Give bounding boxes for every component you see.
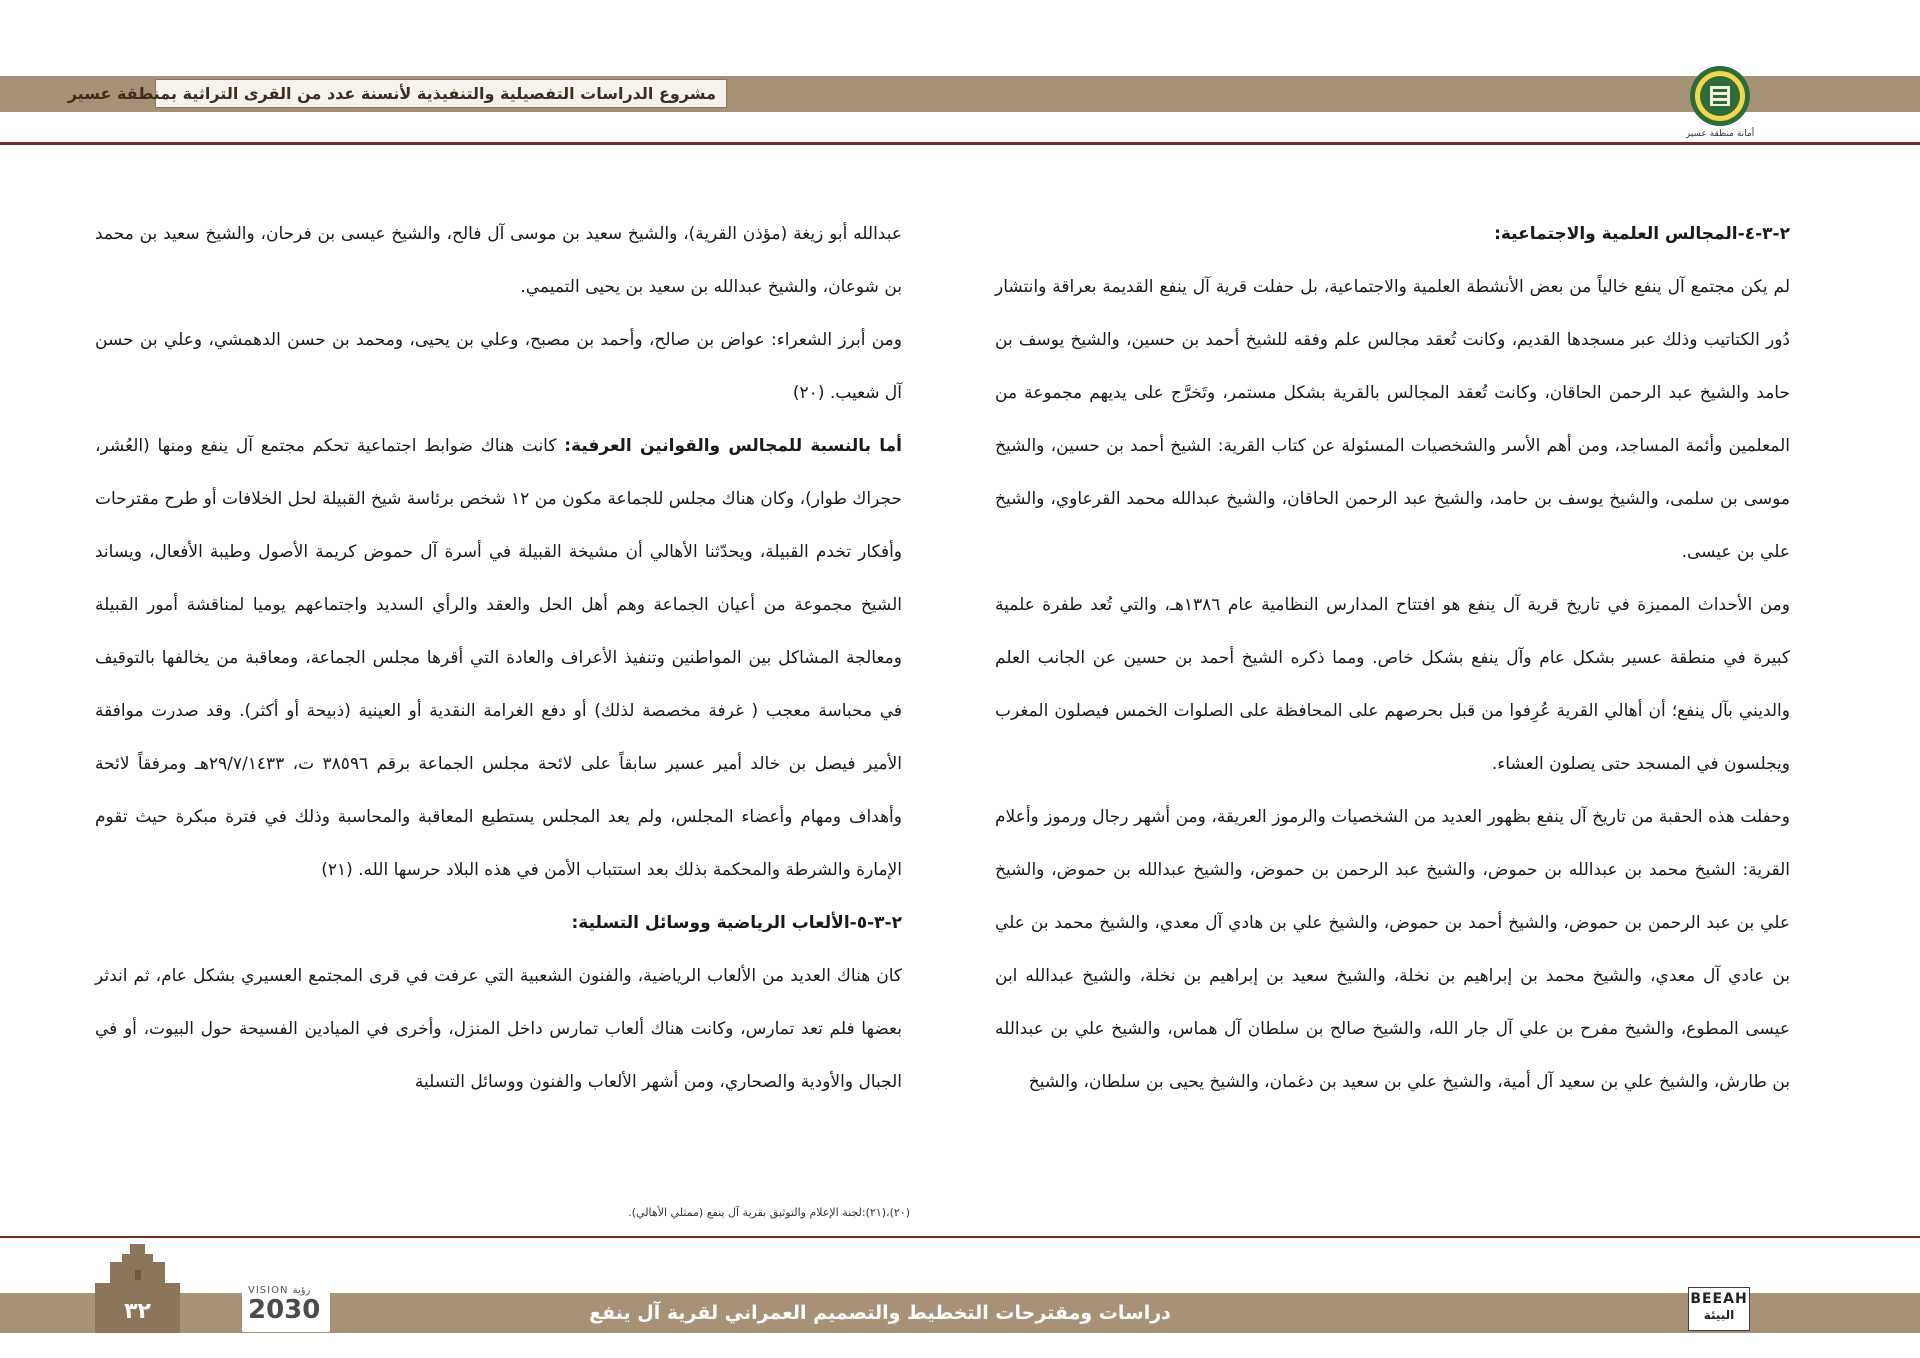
customs-lead: أما بالنسبة للمجالس والقوانين العرفية: bbox=[564, 436, 902, 456]
right-column bbox=[995, 208, 1790, 1109]
customs-paragraph bbox=[95, 420, 902, 897]
paragraph: وحفلت هذه الحقبة من تاريخ آل ينفع بظهور العديد من الشخصيات والرموز العريقة، ومن أشهر رجال ورموز وأعلام القرية: الشيخ محمد بن عبدالله بن حموض، والشيخ عبد الرحمن بن حموض، والشيخ عبدالله بن حموض، والشيخ علي بن عبد الرحمن بن حموض، والشيخ أحمد بن حموض، والشيخ علي بن هادي آل معدي، والشيخ محمد بن علي بن عادي آل معدي، والشيخ محمد بن إبراهيم بن نخلة، والشيخ سعيد بن إبراهيم بن نخلة، والشيخ عبدالله ابن عيسى المطوع، والشيخ مفرح بن علي آل جار الله، والشيخ صالح بن سلطان آل هماس، والشيخ علي بن عبدالله بن طارش، والشيخ علي بن سعيد آل أمية، والشيخ علي بن سعيد بن دغمان، والشيخ يحيى بن سلطان، والشيخ bbox=[995, 807, 1790, 1092]
beeah-label: BEEAH bbox=[1690, 1291, 1748, 1307]
logo-caption: أمانة منطقة عسير bbox=[1685, 129, 1755, 139]
footnote: (٢٠)،(٢١):لجنة الإعلام والتوثيق بقرية آل ينفع (ممثلي الأهالي). bbox=[628, 1206, 910, 1219]
beeah-arabic: البيئة bbox=[1703, 1308, 1735, 1322]
beeah-logo bbox=[1688, 1287, 1750, 1331]
paragraph: ومن أبرز الشعراء: عواض بن صالح، وأحمد بن مصبح، وعلي بن يحيى، ومحمد بن حسن الدهمشي، وعلي بن حسن آل شعيب. (٢٠) bbox=[95, 330, 902, 403]
footer-title: دراسات ومقترحات التخطيط والتصميم العمراني لقرية آل ينفع bbox=[589, 1302, 1171, 1324]
paragraph: ومن الأحداث المميزة في تاريخ قرية آل ينفع هو افتتاح المدارس النظامية عام ١٣٨٦هـ، والتي تُعد طفرة علمية كبيرة في منطقة عسير بشكل عام وآل ينفع بشكل خاص. ومما ذكره الشيخ أحمد بن حسين عن الجانب العلم والديني بآل ينفع؛ أن أهالي القرية عُرِفوا من قبل بحرصهم على المحافظة على الصلوات الخمس فيصلون المغرب ويجلسون في المسجد حتى يصلون العشاء. bbox=[995, 595, 1790, 774]
paragraph: لم يكن مجتمع آل ينفع خالياً من بعض الأنشطة العلمية والاجتماعية، بل حفلت قرية آل ينفع القديمة بعراقة وانتشار دُور الكتاتيب وذلك عبر مسجدها القديم، وكانت تُعقد مجالس علم وفقه للشيخ أحمد بن حسين، والشيخ يوسف بن حامد والشيخ عبد الرحمن الحاقان، وكانت تُعقد المجالس بالقرية بشكل مستمر، وتَخرَّج على يديهم مجموعة من المعلمين وأئمة المساجد، ومن أهم الأسر والشخصيات المسئولة عن كتاب القرية: الشيخ أحمد بن حسين، والشيخ موسى بن سلمى، والشيخ يوسف بن حامد، والشيخ عبد الرحمن الحاقان، والشيخ عبدالله محمد القرعاوي، والشيخ علي بن عيسى. bbox=[995, 277, 1790, 562]
vision-2030-logo bbox=[242, 1282, 330, 1332]
customs-text: كانت هناك ضوابط اجتماعية تحكم مجتمع آل ينفع ومنها (العُشر، حجراك طوار)، وكان هناك مجلس للجماعة مكون من ١٢ شخص برئاسة شيخ القبيلة لحل الخلافات أو طرح مقترحات وأفكار تخدم القبيلة، ويحدّثنا الأهالي أن مشيخة القبيلة في أسرة آل حموض كريمة الأصول وطيبة الأفعال، ويساند الشيخ مجموعة من أعيان الجماعة وهم أهل الحل والعقد والرأي السديد واجتماعهم يوميا لمناقشة أمور القبيلة ومعالجة المشاكل بين المواطنين وتنفيذ الأعراف والعادة التي أقرها مجلس الجماعة، ومعاقبة من يخالفها بالتوقيف في محباسة معجب ( غرفة مخصصة لذلك) أو دفع الغرامة النقدية أو العينية (ذبيحة أو أكثر). وقد صدرت موافقة الأمير فيصل بن خالد أمير عسير سابقاً على لائحة مجلس الجماعة برقم ٣٨٥٩٦ ت، ٢٩/٧/١٤٣٣هـ ومرفقاً لائحة وأهداف ومهام وأعضاء المجلس، ولم يعد المجلس يستطيع المعاقبة والمحاسبة وذلك في فترة مبكرة حيث تقوم الإمارة والشرطة والمحكمة بذلك بعد استتباب الأمن في هذه البلاد حرسها الله. (٢١) bbox=[95, 436, 902, 880]
vision-year: 2030 bbox=[248, 1295, 321, 1325]
section-heading-games: ٢-٣-٥-الألعاب الرياضية ووسائل التسلية: bbox=[571, 913, 902, 933]
section-heading-scientific-councils: ٢-٣-٤-المجالس العلمية والاجتماعية: bbox=[1494, 224, 1790, 244]
paragraph: عبدالله أبو زيغة (مؤذن القرية)، والشيخ سعيد بن موسى آل فالح، والشيخ عيسى بن فرحان، والشيخ سعيد بن محمد بن شوعان، والشيخ عبدالله بن سعيد بن يحيى التميمي. bbox=[95, 224, 902, 297]
paragraph: كان هناك العديد من الألعاب الرياضية، والفنون الشعبية التي عرفت في قرى المجتمع العسيري بشكل عام، ثم اندثر بعضها فلم تعد تمارس، وكانت هناك ألعاب تمارس داخل المنزل، وأخرى في الميادين الفسيحة حول البيوت، أو في الجبال والأودية والصحاري، ومن أشهر الألعاب والفنون ووسائل التسلية bbox=[95, 966, 902, 1092]
vision-label: VISION رؤية bbox=[248, 1285, 311, 1296]
header-divider bbox=[0, 142, 1920, 145]
left-column bbox=[95, 208, 902, 1109]
footer-divider bbox=[0, 1236, 1920, 1238]
project-title: مشروع الدراسات التفصيلية والتنفيذية لأنسنة عدد من القرى التراثية بمنطقة عسير bbox=[155, 79, 727, 108]
page-number: ٣٢ bbox=[124, 1299, 151, 1324]
